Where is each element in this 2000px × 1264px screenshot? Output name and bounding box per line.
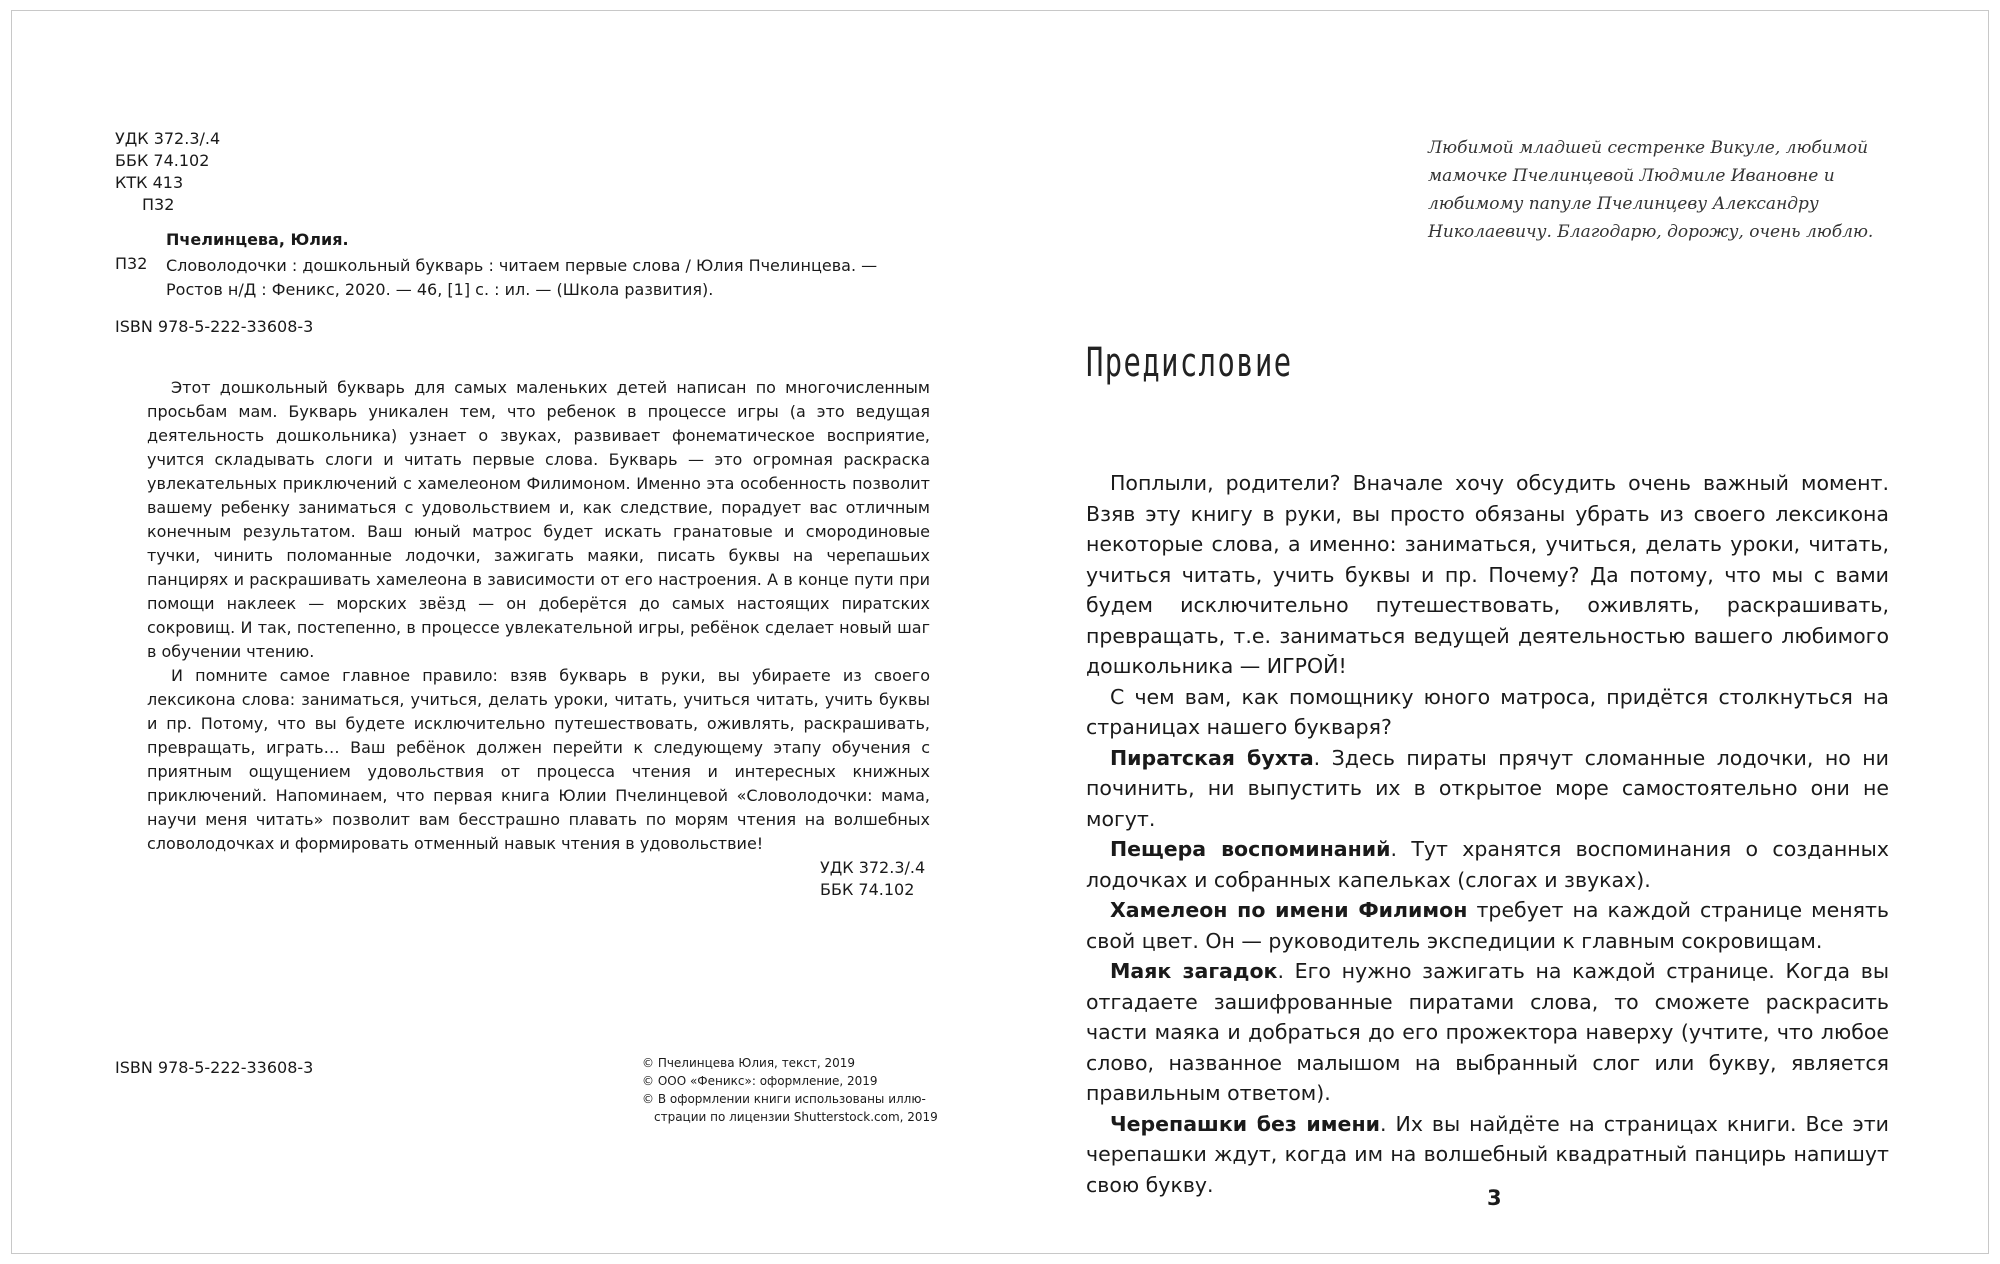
abstract-paragraph: И помните самое главное правило: взяв букварь в руки, вы убираете из своего лексикона слова: заниматься, учиться, делать уроки, читать, учиться читать, учить буквы и пр. Потому, что вы будете исключительно путешествовать, оживлять, раскрашивать, превращать, играть… Ваш ребёнок должен перейти к следующему этапу обучения с приятным ощущением удовольствия от процесса чтения и интересных книжных приключений. Напоминаем, что первая книга Юлии Пчелинцевой «Словолодочки: мама, научи меня читать» позволит вам бесстрашно плавать по морям чтения на волшебных словолодочках и формировать отменный навык чтения в удовольствие! [147, 666, 930, 853]
abstract [147, 376, 930, 856]
section-text: . Здесь пираты прячут сломанные лодочки, но ни починить, ни выпустить их в открытое море самостоятельно они не могут. [1086, 745, 1889, 831]
section-title: Пиратская бухта [1110, 745, 1314, 770]
section-text: . Тут хранятся воспоминания о созданных лодочках и собранных капельках (слогах и звуках). [1086, 837, 1889, 892]
abstract-paragraph: Этот дошкольный букварь для самых маленьких детей написан по многочисленным просьбам мам. Букварь уникален тем, что ребенок в процессе игры (а это ведущая деятельность дошкольника) узнает о звуках, развивает фонематическое восприятие, учится складывать слоги и читать первые слова. Букварь — это огромная раскраска увлекательных приключений с хамелеоном Филимоном. Именно эта особенность позволит вашему ребенку заниматься с удовольствием и, как следствие, порадует вас отличным конечным результатом. Ваш юный матрос будет искать гранатовые и смородиновые тучки, чинить поломанные лодочки, зажигать маяки, писать буквы на черепашьих панцирях и раскрашивать хамелеона в зависимости от его настроения. А в конце пути при помощи наклеек — морских звёзд — он доберётся до самых настоящих пиратских сокровищ. И так, постепенно, в процессе увлекательной игры, ребёнок сделает новый шаг в обучении чтению. [147, 378, 930, 661]
book-spread [11, 10, 1989, 1254]
section-title: Маяк загадок [1110, 959, 1278, 983]
author-name: Пчелинцева, Юлия. [166, 230, 349, 249]
right-page [1001, 11, 1990, 1253]
udk-code: УДК 372.3/.4 [820, 858, 926, 877]
dedication: Любимой младшей сестренке Викуле, любимой мамочке Пчелинцевой Людмиле Ивановне и любимому папуле Пчелинцеву Александру Николаевичу. Благодарю, дорожу, очень люблю. [1428, 138, 1874, 242]
bbk-code: ББК 74.102 [820, 880, 915, 899]
isbn-bottom: ISBN 978-5-222-33608-3 [115, 1058, 314, 1077]
section-text: . Их вы найдёте на страницах книги. Все эти черепашки ждут, когда им на волшебный квадратный панцирь напишут свою букву. [1086, 1111, 1889, 1197]
preface-section [1086, 834, 1889, 895]
copyright-block [642, 1054, 938, 1126]
section-title: Хамелеон по имени Филимон [1110, 898, 1468, 922]
preface-question: С чем вам, как помощнику юного матроса, придётся столкнуться на страницах нашего букваря? [1086, 684, 1889, 739]
copyright-line: © ООО «Феникс»: оформление, 2019 [642, 1074, 878, 1088]
page-number: 3 [1487, 1186, 1502, 1210]
preface-section [1086, 743, 1889, 835]
preface-intro: Поплыли, родители? Вначале хочу обсудить очень важный момент. Взяв эту книгу в руки, вы просто обязаны убрать из своего лексикона некоторые слова, а именно: заниматься, учиться, делать уроки, читать, учиться читать, учить буквы и пр. Почему? Да потому, что мы с вами будем исключительно путешествовать, оживлять, раскрашивать, превращать, т.е. заниматься ведущей деятельностью вашего любимого дошкольника — ИГРОЙ! [1086, 471, 1889, 678]
author-mark: П32 [142, 195, 175, 214]
section-title: Пещера воспоминаний [1110, 837, 1391, 861]
section-text: требует на каждой странице менять свой цвет. Он — руководитель экспедиции к главным сокровищам. [1086, 898, 1889, 953]
classification-codes [115, 128, 220, 216]
abstract-codes [820, 857, 925, 901]
preface-section [1086, 956, 1889, 1109]
copyright-line: © Пчелинцева Юлия, текст, 2019 [642, 1056, 856, 1070]
left-page [12, 11, 1001, 1253]
bibliographic-record: Словолодочки : дошкольный букварь : читаем первые слова / Юлия Пчелинцева. — Ростов н/Д : Феникс, 2020. — 46, [1] с. : ил. — (Школа развития). [166, 256, 878, 299]
bbk-code: ББК 74.102 [115, 151, 210, 170]
isbn-top: ISBN 978-5-222-33608-3 [115, 317, 314, 336]
preface-section [1086, 895, 1889, 956]
section-title: Черепашки без имени [1110, 1111, 1380, 1136]
page-heading: Предисловие [1086, 340, 1293, 386]
ktk-code: КТК 413 [115, 173, 184, 192]
copyright-line: © В оформлении книги использованы иллю- [642, 1092, 926, 1106]
udk-code: УДК 372.3/.4 [115, 129, 221, 148]
biblio-code: П32 [115, 254, 148, 273]
section-text: . Его нужно зажигать на каждой странице. Когда вы отгадаете зашифрованные пиратами слова, то сможете раскрасить части маяка и добраться до его прожектора наверху (учтите, что любое слово, названное малышом на выбранный слог или букву, является правильным ответом). [1086, 959, 1890, 1105]
preface-body [1086, 468, 1889, 1200]
copyright-line: страции по лицензии Shutterstock.com, 2019 [654, 1110, 938, 1124]
